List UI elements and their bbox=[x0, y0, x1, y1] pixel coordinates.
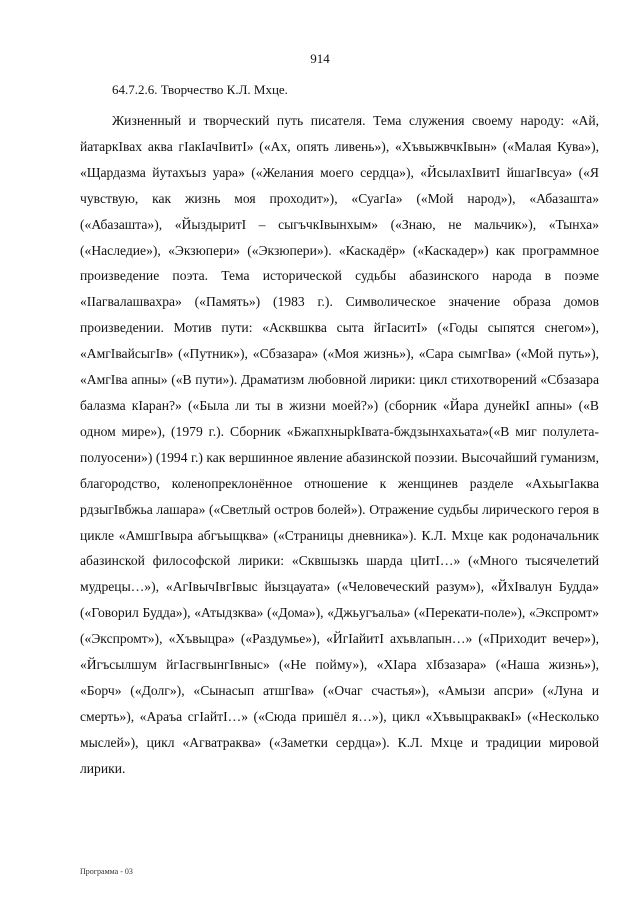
page-number: 914 bbox=[310, 51, 330, 66]
body-paragraph: Жизненный и творческий путь писателя. Тема служения своему народу: «Ай, йатаркIвах аква гIакIачIвитI» («Ах, опять ливень»), «ХъвыжвчкIвын» («Малая Кува»), «Щардазма йутахъыз уара» («Желания моего сердца»), «ЙсылахIвитI йшагIвсуа» («Я чувствую, как жизнь моя проходит»), «СуагIа» («Мой народ»), «Абазашта» («Абазашта»), «ЙыздыритI – сыгъчкIвынхым» («Знаю, не мальчик»), «Тынха» («Наследие»), «Экзюпери» («Экзюпери»). «Каскадёр» («Каскадер») как программное произведение поэта. Тема исторической судьбы абазинского народа в поэме «IIагвалашвахра» («Память») (1983 г.). Символическое значение образа домов произведении. Мотив пути: «Асквшква сыта йгIаситI» («Годы сыпятся снегом»), «АмгIвайсыгIв» («Путник»), «Сбзазара» («Моя жизнь»), «Сара сымгIва» («Мой путь»), «АмгIва апны» («В пути»). Драматизм любовной лирики: цикл стихотворений «Сбзазара балазма кIаран?» («Была ли ты в жизни моей?») (сборник «Йара дунейкI апны» («В одном мире»), (1979 г.). Сборник «БжапхнырkIвата-бждзынхахьата»(«В миг полулета-полуосени») (1994 г.) как вершинное явление абазинской поэзии. Высочайший гуманизм, благородство, коленопреклонённое отношение к женщинев разделе «АхьыгIаква рдзыгIвбжьа лашара» («Светлый остров болей»). Отражение судьбы лирического героя в цикле «АмшгIвыра абгъыщква» («Страницы дневника»). К.Л. Мхце как родоначальник абазинской философской лирики: «Сквшызкь шарда цIитI…» («Много тысячелетий мудрецы…»), «АгIвычIвгIвыс йызцауата» («Человеческий разум»), «ЙхIвалун Будда» («Говорил Будда»), «Атыдзква» («Дома»), «Джьугъальа» («Перекати-поле»), «Экспромт» («Экспромт»), «Хъвыцра» («Раздумье»), «ЙгIайитI ахъвлапын…» («Приходит вечер»), «Йгъсылшум йгIасгвынгIвныс» («Не пойму»), «ХIара хIбзазара» («Наша жизнь»), «Борч» («Долг»), «Сынасып атшгIва» («Очаг счастья»), «Амызи апсри» («Луна и смерть»), «Араъа сгIайтI…» («Сюда пришёл я…»), цикл «ХъвыцраквакI» («Несколько мыслей»), цикл «Агватраква» («Заметки сердца»). К.Л. Мхце и традиции мировой лирики. bbox=[80, 113, 599, 776]
section-heading: 64.7.2.6. Творчество К.Л. Мхце. bbox=[112, 82, 288, 97]
footer-note: Программа - 03 bbox=[80, 867, 133, 876]
